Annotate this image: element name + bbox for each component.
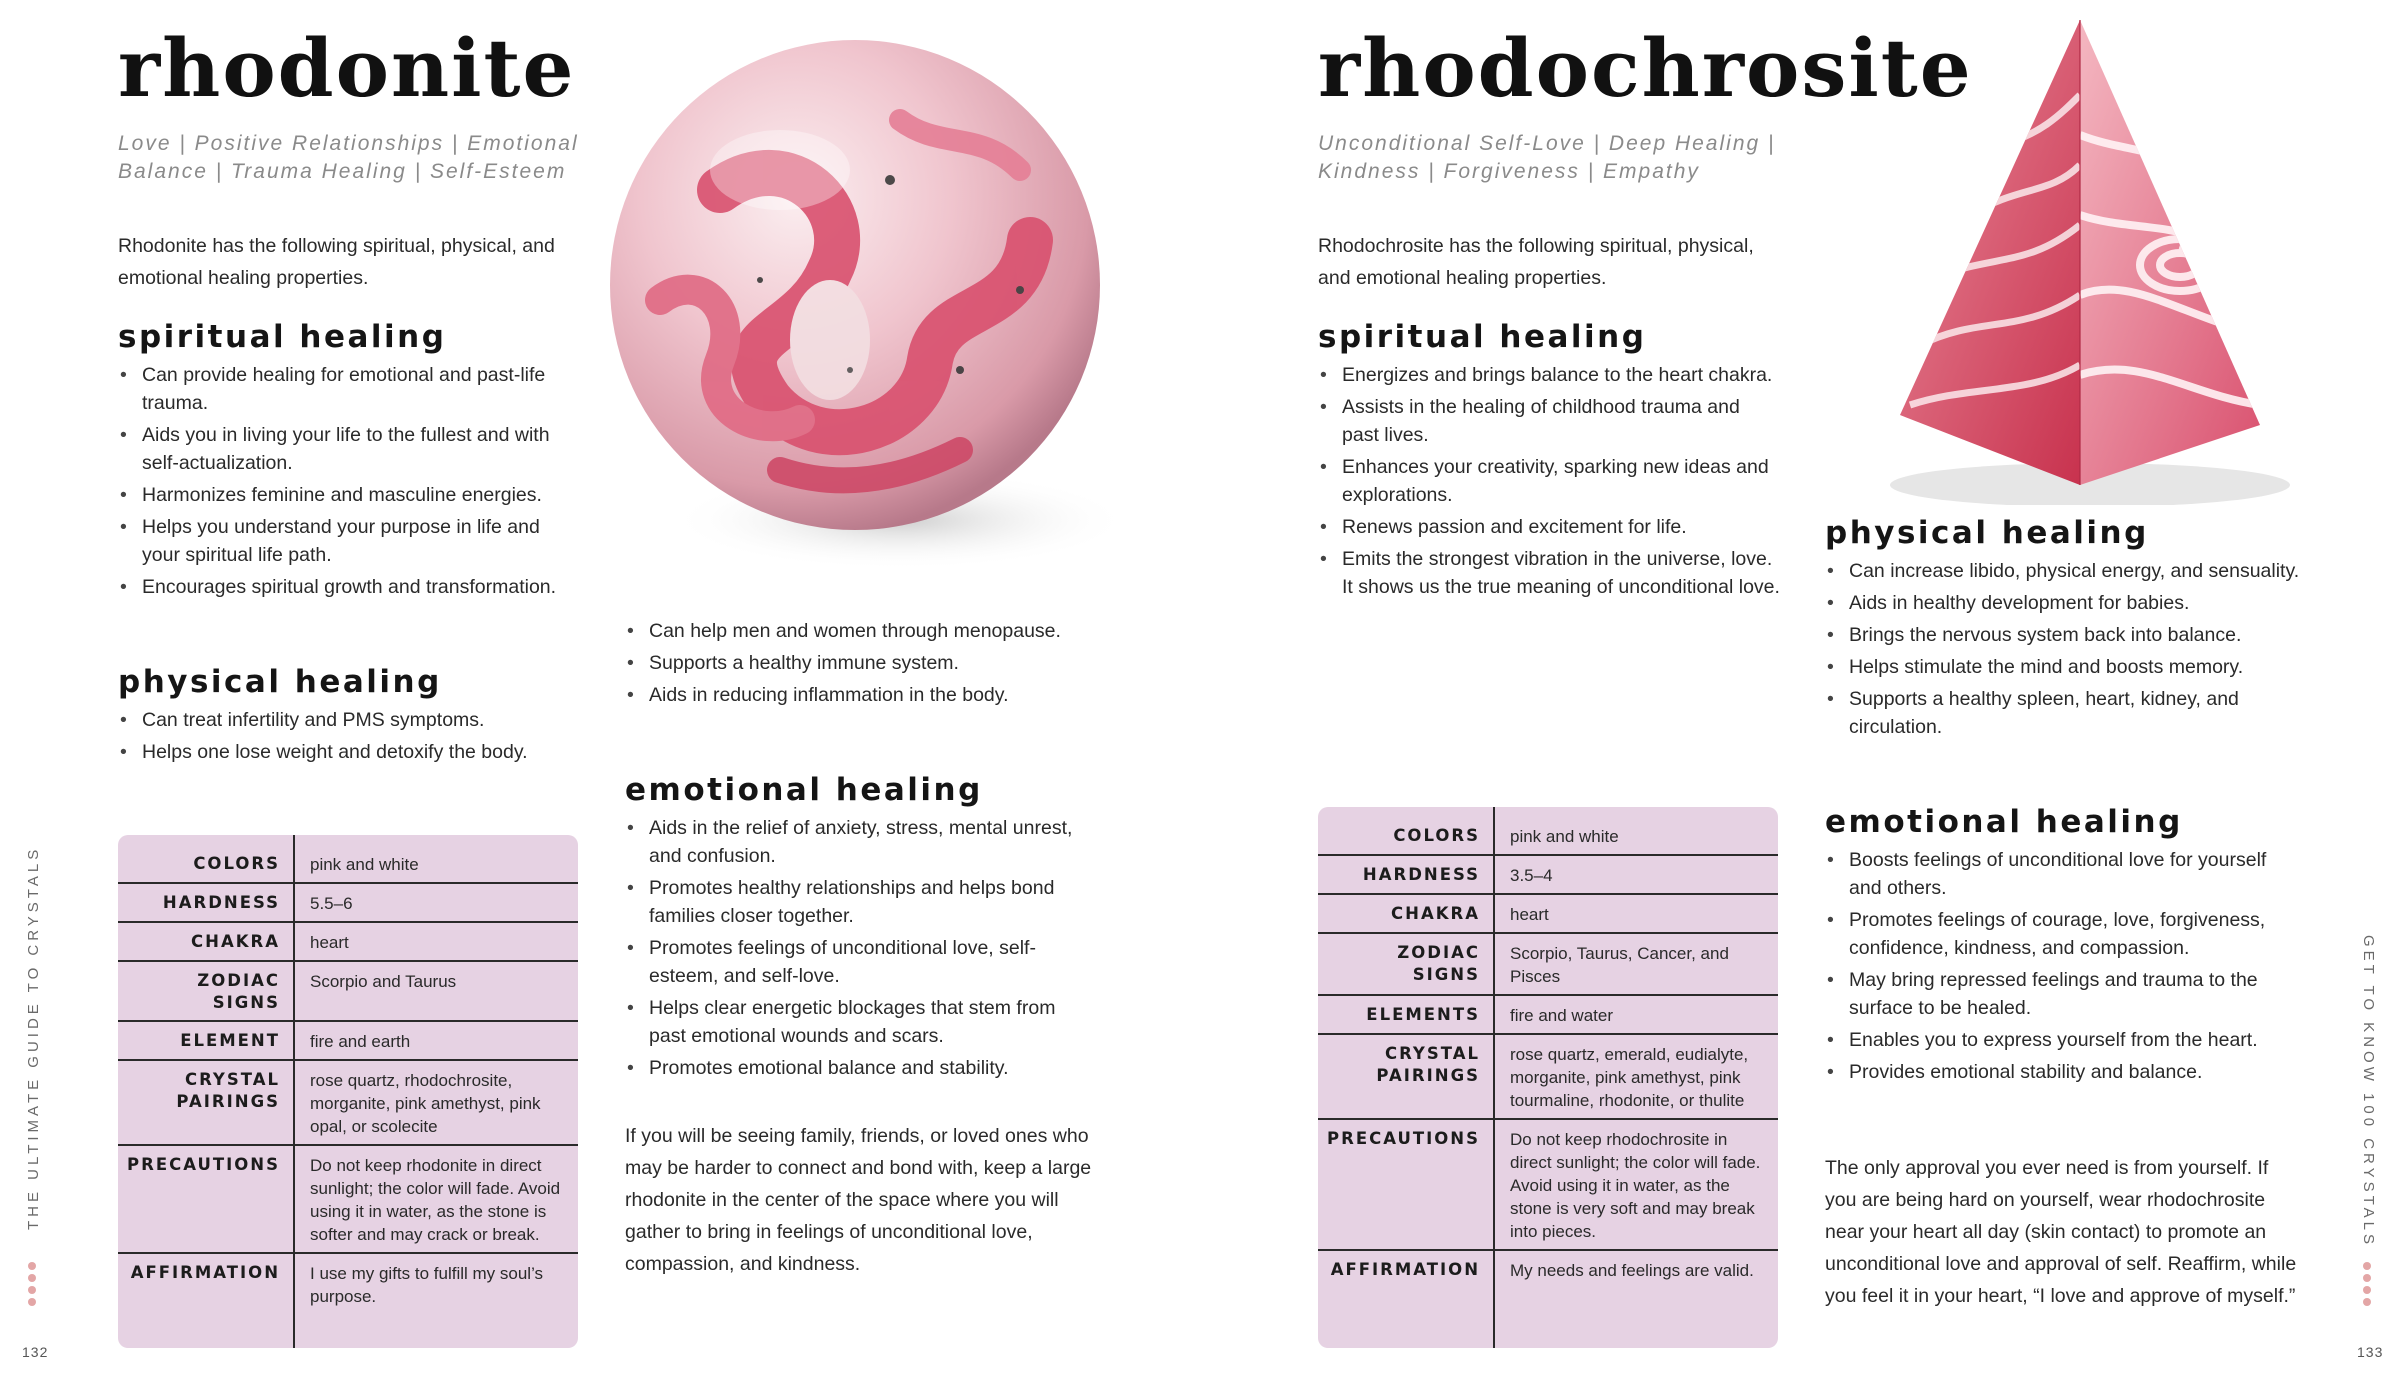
- list-item: • Brings the nervous system back into balance.: [1825, 621, 2300, 649]
- closing-paragraph-rhodochrosite: The only approval you ever need is from yourself. If you are being hard on yourself, wear rhodochrosite near your heart all day (skin contact) to promote an unconditional love and approval of self. Reaffirm, while you feel it in your heart, “I love and approve of myself.”: [1825, 1157, 2297, 1307]
- table-row: [1318, 996, 1778, 1035]
- list-item: • Can provide healing for emotional and past-life trauma.: [118, 361, 580, 417]
- table-label: ZODIAC SIGNS: [1397, 943, 1480, 984]
- table-row: [118, 835, 578, 884]
- spiritual-heading-rhodochrosite: spiritual healing: [1318, 319, 1647, 355]
- list-item: • Promotes healthy relationships and helps bond families closer together.: [625, 874, 1095, 930]
- intro-rhodochrosite: Rhodochrosite has the following spiritual, physical, and emotional healing properties.: [1318, 235, 1754, 289]
- list-item: • Emits the strongest vibration in the universe, love. It shows us the true meaning of unconditional love.: [1318, 545, 1780, 601]
- table-label: HARDNESS: [1362, 865, 1480, 884]
- list-item: • Provides emotional stability and balance.: [1825, 1058, 2300, 1086]
- spiritual-list-rhodonite: [118, 361, 580, 605]
- table-label: COLORS: [1393, 826, 1480, 845]
- keywords-rhodonite: Love | Positive Relationships | Emotional Balance | Trauma Healing | Self-Esteem: [118, 132, 579, 183]
- table-row: [1318, 895, 1778, 934]
- table-value: Do not keep rhodonite in direct sunlight; the color will fade. Avoid using it in water, as the stone is softer and may crack or break.: [310, 1156, 561, 1244]
- list-item: • Assists in the healing of childhood trauma and past lives.: [1318, 393, 1780, 449]
- table-row: [1318, 1035, 1778, 1120]
- list-item: • Helps one lose weight and detoxify the body.: [118, 738, 580, 766]
- table-label: COLORS: [193, 854, 280, 873]
- table-row: [118, 1022, 578, 1061]
- table-row: [118, 923, 578, 962]
- table-label: ZODIAC SIGNS: [197, 971, 280, 1012]
- rhodochrosite-pyramid-image: [1880, 15, 2300, 505]
- list-item: • Can increase libido, physical energy, and sensuality.: [1825, 557, 2300, 585]
- table-value: heart: [1510, 905, 1549, 924]
- list-item: • Aids in the relief of anxiety, stress, mental unrest, and confusion.: [625, 814, 1095, 870]
- table-label: PRECAUTIONS: [1327, 1129, 1480, 1148]
- list-item: • Promotes emotional balance and stability.: [625, 1054, 1095, 1082]
- list-item: • Enables you to express yourself from the heart.: [1825, 1026, 2300, 1054]
- list-item: • Helps clear energetic blockages that stem from past emotional wounds and scars.: [625, 994, 1095, 1050]
- list-item: • Can help men and women through menopause.: [625, 617, 1095, 645]
- list-item: • Aids in reducing inflammation in the body.: [625, 681, 1095, 709]
- right-page: [1200, 0, 2400, 1373]
- table-label: PRECAUTIONS: [127, 1155, 280, 1174]
- list-item: • Encourages spiritual growth and transformation.: [118, 573, 580, 601]
- table-value: pink and white: [1510, 827, 1619, 846]
- emotional-list-rhodonite: [625, 814, 1095, 1086]
- table-row: [1318, 1120, 1778, 1251]
- accent-dots-right: [2363, 1262, 2373, 1310]
- keywords-rhodochrosite: Unconditional Self-Love | Deep Healing | Kindness | Forgiveness | Empathy: [1318, 132, 1776, 183]
- physical-list-rhodonite-b: [625, 617, 1095, 713]
- table-row: [118, 884, 578, 923]
- table-label: CHAKRA: [191, 932, 280, 951]
- emotional-list-rhodochrosite: [1825, 846, 2300, 1090]
- emotional-heading-rhodochrosite: emotional healing: [1825, 804, 2183, 840]
- table-value: Scorpio and Taurus: [310, 972, 457, 991]
- list-item: • Supports a healthy spleen, heart, kidney, and circulation.: [1825, 685, 2300, 741]
- table-row: [1318, 934, 1778, 996]
- table-label: CRYSTAL PAIRINGS: [176, 1070, 280, 1111]
- table-value: rose quartz, rhodochrosite, morganite, pink amethyst, pink opal, or scolecite: [310, 1071, 541, 1136]
- physical-heading-rhodonite: physical healing: [118, 664, 442, 700]
- page-number-right: 133: [2357, 1344, 2384, 1360]
- table-row: [1318, 807, 1778, 856]
- list-item: • Harmonizes feminine and masculine energies.: [118, 481, 580, 509]
- table-value: 3.5–4: [1510, 866, 1553, 885]
- table-label: CHAKRA: [1391, 904, 1480, 923]
- table-label: AFFIRMATION: [130, 1263, 280, 1282]
- list-item: • Can treat infertility and PMS symptoms.: [118, 706, 580, 734]
- table-value: Scorpio, Taurus, Cancer, and Pisces: [1510, 944, 1729, 986]
- table-label: HARDNESS: [162, 893, 280, 912]
- emotional-heading-rhodonite: emotional healing: [625, 772, 983, 808]
- running-head-left: THE ULTIMATE GUIDE TO CRYSTALS: [25, 845, 42, 1230]
- table-value: 5.5–6: [310, 894, 353, 913]
- page-title-rhodonite: rhodonite: [118, 21, 576, 115]
- list-item: • Promotes feelings of courage, love, forgiveness, confidence, kindness, and compassion.: [1825, 906, 2300, 962]
- table-value: I use my gifts to fulfill my soul’s purpose.: [310, 1264, 544, 1306]
- list-item: • Promotes feelings of unconditional love, self-esteem, and self-love.: [625, 934, 1095, 990]
- page-number-left: 132: [22, 1344, 49, 1360]
- table-value: fire and earth: [310, 1032, 411, 1051]
- table-row: [118, 1254, 578, 1314]
- info-table-rhodochrosite: [1318, 807, 1778, 1348]
- table-row: [118, 1061, 578, 1146]
- list-item: • Helps you understand your purpose in life and your spiritual life path.: [118, 513, 580, 569]
- table-label: CRYSTAL PAIRINGS: [1376, 1044, 1480, 1085]
- table-value: pink and white: [310, 855, 419, 874]
- list-item: • Aids you in living your life to the fullest and with self-actualization.: [118, 421, 580, 477]
- list-item: • May bring repressed feelings and trauma to the surface to be healed.: [1825, 966, 2300, 1022]
- list-item: • Energizes and brings balance to the heart chakra.: [1318, 361, 1780, 389]
- table-row: [118, 962, 578, 1022]
- table-value: My needs and feelings are valid.: [1510, 1261, 1754, 1280]
- table-row: [1318, 1251, 1778, 1288]
- table-value: Do not keep rhodochrosite in direct sunlight; the color will fade. Avoid using it in water, as the stone is very soft and may break into pieces.: [1510, 1130, 1761, 1241]
- table-row: [1318, 856, 1778, 895]
- table-label: ELEMENT: [180, 1031, 280, 1050]
- table-value: heart: [310, 933, 349, 952]
- table-label: AFFIRMATION: [1330, 1260, 1480, 1279]
- closing-paragraph-rhodonite: If you will be seeing family, friends, or loved ones who may be harder to connect and bond with, keep a large rhodonite in the center of the space where you will gather to bring in feelings of unconditional love, compassion, and kindness.: [625, 1125, 1092, 1275]
- running-head-right: GET TO KNOW 100 CRYSTALS: [2360, 935, 2377, 1249]
- spiritual-list-rhodochrosite: [1318, 361, 1780, 605]
- list-item: • Supports a healthy immune system.: [625, 649, 1095, 677]
- list-item: • Aids in healthy development for babies.: [1825, 589, 2300, 617]
- accent-dots-left: [28, 1262, 38, 1310]
- info-table-rhodonite: [118, 835, 578, 1348]
- table-label: ELEMENTS: [1366, 1005, 1480, 1024]
- list-item: • Enhances your creativity, sparking new ideas and explorations.: [1318, 453, 1780, 509]
- rhodonite-sphere-image: [600, 40, 1140, 580]
- table-value: fire and water: [1510, 1006, 1613, 1025]
- list-item: • Boosts feelings of unconditional love for yourself and others.: [1825, 846, 2300, 902]
- physical-list-rhodochrosite: [1825, 557, 2300, 745]
- table-row: [118, 1146, 578, 1254]
- list-item: • Renews passion and excitement for life.: [1318, 513, 1780, 541]
- list-item: • Helps stimulate the mind and boosts memory.: [1825, 653, 2300, 681]
- intro-rhodonite: Rhodonite has the following spiritual, physical, and emotional healing properties.: [118, 235, 555, 289]
- physical-list-rhodonite-a: [118, 706, 580, 770]
- table-value: rose quartz, emerald, eudialyte, morganite, pink amethyst, pink tourmaline, rhodonite, or thulite: [1510, 1045, 1749, 1110]
- physical-heading-rhodochrosite: physical healing: [1825, 515, 2149, 551]
- spiritual-heading-rhodonite: spiritual healing: [118, 319, 447, 355]
- page-title-rhodochrosite: rhodochrosite: [1318, 21, 1973, 115]
